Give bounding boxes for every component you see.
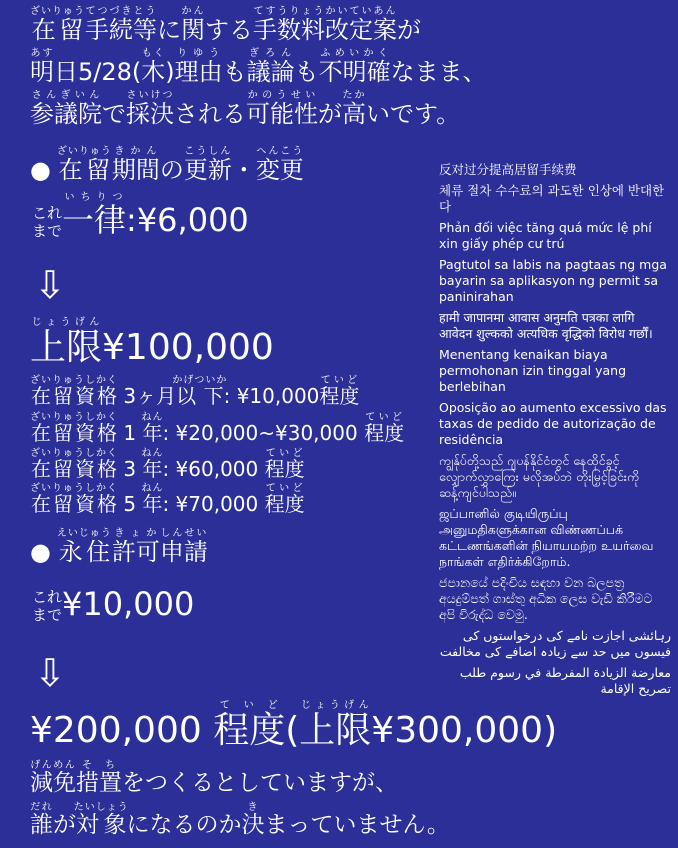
text: 案: [373, 16, 397, 44]
intro-line-3: [30, 90, 460, 126]
text: 等: [133, 16, 157, 44]
ruby: ていど: [319, 375, 360, 386]
text: も: [222, 58, 247, 86]
text: ): [165, 58, 175, 86]
text: 3ヶ月: [117, 384, 177, 408]
text: 高: [342, 100, 366, 128]
text: 決: [241, 812, 265, 838]
text: 以下: [172, 384, 228, 408]
ruby: げんめん: [30, 760, 76, 771]
until-now-label: [32, 588, 62, 624]
text: 上限: [299, 710, 372, 751]
fee-before-residence: [32, 192, 249, 241]
fee-row-5years: [30, 483, 305, 517]
fee-row-1year: [30, 412, 404, 446]
text: になるのか: [126, 812, 242, 838]
ruby: ていど: [264, 448, 305, 459]
text: 更新: [183, 156, 232, 184]
text-vietnamese: Phản đối việc tăng quá mức lệ phí xin giấy phép cư trú: [439, 220, 652, 251]
ruby: ざいりゅうしかく: [30, 483, 118, 494]
text: ・: [231, 156, 256, 184]
text: 改定: [325, 16, 373, 44]
text: 変更: [255, 156, 304, 184]
text: これ: [32, 204, 63, 222]
until-now-label: [32, 204, 62, 240]
multilingual-panel: [439, 162, 671, 702]
text: 程度: [319, 384, 360, 408]
text-sinhala: ජපානයේ පදිංචිය සඳහා වන බලපත්‍ර අයදුම්පත් ගාස්තු අධික ලෙස වැඩි කිරීමට අපි විරුද්ධ වෙමු.: [439, 575, 653, 622]
ruby: ねん: [141, 483, 164, 494]
text: 5: [117, 492, 143, 516]
ruby: さいけつ: [126, 90, 174, 101]
text: 在留: [30, 16, 85, 44]
text: : ¥70,000: [162, 492, 265, 516]
text: をつくるとしていますが、: [122, 770, 398, 796]
down-arrow-icon: ⇩: [34, 263, 66, 307]
text: 年: [141, 492, 164, 516]
ruby: とう: [133, 6, 157, 17]
bullet-icon: ●: [30, 156, 51, 184]
ruby: ふめいかく: [318, 48, 391, 59]
text: 程度: [264, 492, 305, 516]
text: まで: [32, 222, 63, 240]
text: 在留資格: [30, 384, 118, 408]
ruby: へんこう: [255, 146, 304, 157]
fee-after-residence: [30, 317, 274, 370]
ruby: ていど: [364, 412, 405, 423]
ruby: えいじゅう: [56, 528, 112, 539]
text-urdu: رہائشی اجازت نامے کی درخواستوں کی فیسوں میں حد سے زیادہ اضافے کی مخالفت: [439, 628, 671, 659]
ruby: りゆう: [174, 48, 223, 59]
text: 一律: [62, 201, 127, 239]
text-korean: 체류 절차 수수료의 과도한 인상에 반대한다: [439, 183, 665, 214]
ruby: こうしん: [183, 146, 232, 157]
text: まっていません。: [264, 812, 450, 838]
text: も: [294, 58, 319, 86]
text-tagalog: Pagtutol sa labis na pagtaas ng mga bayarin sa aplikasyon ng permit sa paninirahan: [439, 257, 667, 304]
down-arrow-icon: ⇩: [34, 651, 66, 695]
ruby: かげついか: [172, 375, 228, 386]
ruby: かん: [181, 6, 205, 17]
text: 減免: [30, 770, 76, 796]
text: 木: [141, 58, 166, 86]
text: 1: [117, 421, 143, 445]
text: ¥300,000): [371, 710, 558, 751]
ruby: じょうげん: [299, 700, 372, 711]
text: 明: [30, 58, 54, 86]
text: 程度: [213, 710, 286, 751]
text: 対象: [73, 812, 129, 838]
ruby: いちりつ: [62, 192, 127, 203]
text: ¥200,000: [30, 710, 214, 751]
fee-after-permanent: [30, 700, 557, 753]
fee-row-3months: [30, 375, 359, 409]
text: 関: [181, 16, 205, 44]
section-heading-permanent: [30, 528, 208, 567]
ruby: かのうせい: [246, 90, 318, 101]
ruby: しんせい: [159, 528, 208, 539]
text: 手数料: [253, 16, 325, 44]
ruby: ていど: [213, 700, 286, 711]
text: ¥100,000: [102, 327, 274, 368]
text: 申請: [159, 538, 208, 566]
text: 採決: [126, 100, 174, 128]
ruby: あす: [30, 48, 54, 59]
text: が: [318, 100, 342, 128]
ruby: さんぎいん: [30, 90, 102, 101]
text: 期間: [111, 156, 160, 184]
ruby: かいてい: [325, 6, 373, 17]
text: 誰: [30, 812, 53, 838]
text: 永住: [56, 538, 112, 566]
ruby: ざいりゅうしかく: [30, 448, 118, 459]
ruby: ざいりゅうしかく: [30, 412, 118, 423]
text: なまま、: [390, 58, 487, 86]
text-tamil: ஜப்பானில் குடியிருப்பு அனுமதிகளுக்கான விண்ணப்பக் கட்டணங்களின் நியாயமற்ற உயர்வை நாங்கள் எதிர்க்கிறோம்.: [439, 506, 654, 569]
ruby: たいしょう: [73, 802, 129, 813]
text: 日5/28(: [54, 58, 142, 86]
ruby: ざいりゅう: [56, 146, 112, 157]
text: : ¥60,000: [162, 457, 265, 481]
ruby: ねん: [141, 448, 164, 459]
ruby: ぎろん: [246, 48, 295, 59]
text: まで: [32, 606, 63, 624]
text: :¥6,000: [126, 201, 249, 239]
ruby: きょか: [111, 528, 160, 539]
ruby: じょうげん: [30, 317, 102, 328]
bullet-icon: ●: [30, 538, 51, 566]
ruby: きかん: [111, 146, 160, 157]
ruby: き: [241, 802, 265, 813]
text: 在留資格: [30, 421, 118, 445]
text: (: [285, 710, 300, 751]
text: 年: [141, 421, 164, 445]
text-burmese: ကျွန်ုပ်တို့သည် ဂျပန်နိုင်ငံတွင် နေထိုင်ခွင့် လျှောက်လွှာကြေး မလိုအပ်ဘဲ တိုးမြှင့်ခြင်းကို ဆန့်ကျင်ပါသည်။: [439, 453, 640, 500]
text: 程度: [364, 421, 405, 445]
text: の: [159, 156, 184, 184]
ruby: てすうりょう: [253, 6, 325, 17]
text: 年: [141, 457, 164, 481]
fee-row-3years: [30, 448, 305, 482]
text: 理由: [174, 58, 223, 86]
ruby: そち: [76, 760, 122, 771]
text: 程度: [264, 457, 305, 481]
text: 手続: [85, 16, 133, 44]
text: これ: [32, 588, 63, 606]
text: : ¥10,000: [223, 384, 320, 408]
fee-before-permanent: [32, 585, 194, 624]
text: 在留資格: [30, 457, 118, 481]
text: : ¥20,000~¥30,000: [162, 421, 365, 445]
text: 参議院: [30, 100, 102, 128]
text: 不明確: [318, 58, 391, 86]
ruby: もく: [141, 48, 166, 59]
ruby: ざいりゅう: [30, 6, 85, 17]
text-arabic: معارضة الزيادة المفرطة في رسوم طلب تصريح الإقامة: [459, 665, 671, 696]
ruby: だれ: [30, 802, 53, 813]
text-nepali: हामी जापानमा आवास अनुमति पत्रका लागि आवेदन शुल्कको अत्यधिक वृद्धिको विरोध गर्छौं।: [439, 310, 653, 341]
text: が: [53, 812, 76, 838]
footer-line-2: [30, 802, 450, 839]
text: される: [174, 100, 246, 128]
ruby: ざいりゅうしかく: [30, 375, 118, 386]
ruby: あん: [373, 6, 397, 17]
footer-line-1: [30, 760, 398, 797]
section-heading-residence: [30, 146, 304, 185]
text-indonesian: Menentang kenaikan biaya permohonan izin tinggal yang berlebihan: [439, 347, 627, 394]
text: 許可: [111, 538, 160, 566]
text: 措置: [76, 770, 122, 796]
text: 上限: [30, 327, 103, 368]
text: ¥10,000: [62, 585, 195, 623]
text: 議論: [246, 58, 295, 86]
text-chinese: 反对过分提高居留手续费: [439, 162, 577, 177]
ruby: てつづき: [85, 6, 133, 17]
text-portuguese: Oposição ao aumento excessivo das taxas de pedido de autorização de residência: [439, 400, 667, 447]
intro-line-2: [30, 48, 487, 84]
ruby: ていど: [264, 483, 305, 494]
text: 在留: [56, 156, 112, 184]
text: に: [157, 16, 181, 44]
text: 在留資格: [30, 492, 118, 516]
text: で: [102, 100, 126, 128]
text: いです。: [366, 100, 461, 128]
text: する: [205, 16, 253, 44]
text: 可能性: [246, 100, 318, 128]
ruby: たか: [342, 90, 366, 101]
ruby: ねん: [141, 412, 164, 423]
text: が: [397, 16, 421, 44]
intro-line-1: [30, 6, 421, 42]
text: 3: [117, 457, 143, 481]
